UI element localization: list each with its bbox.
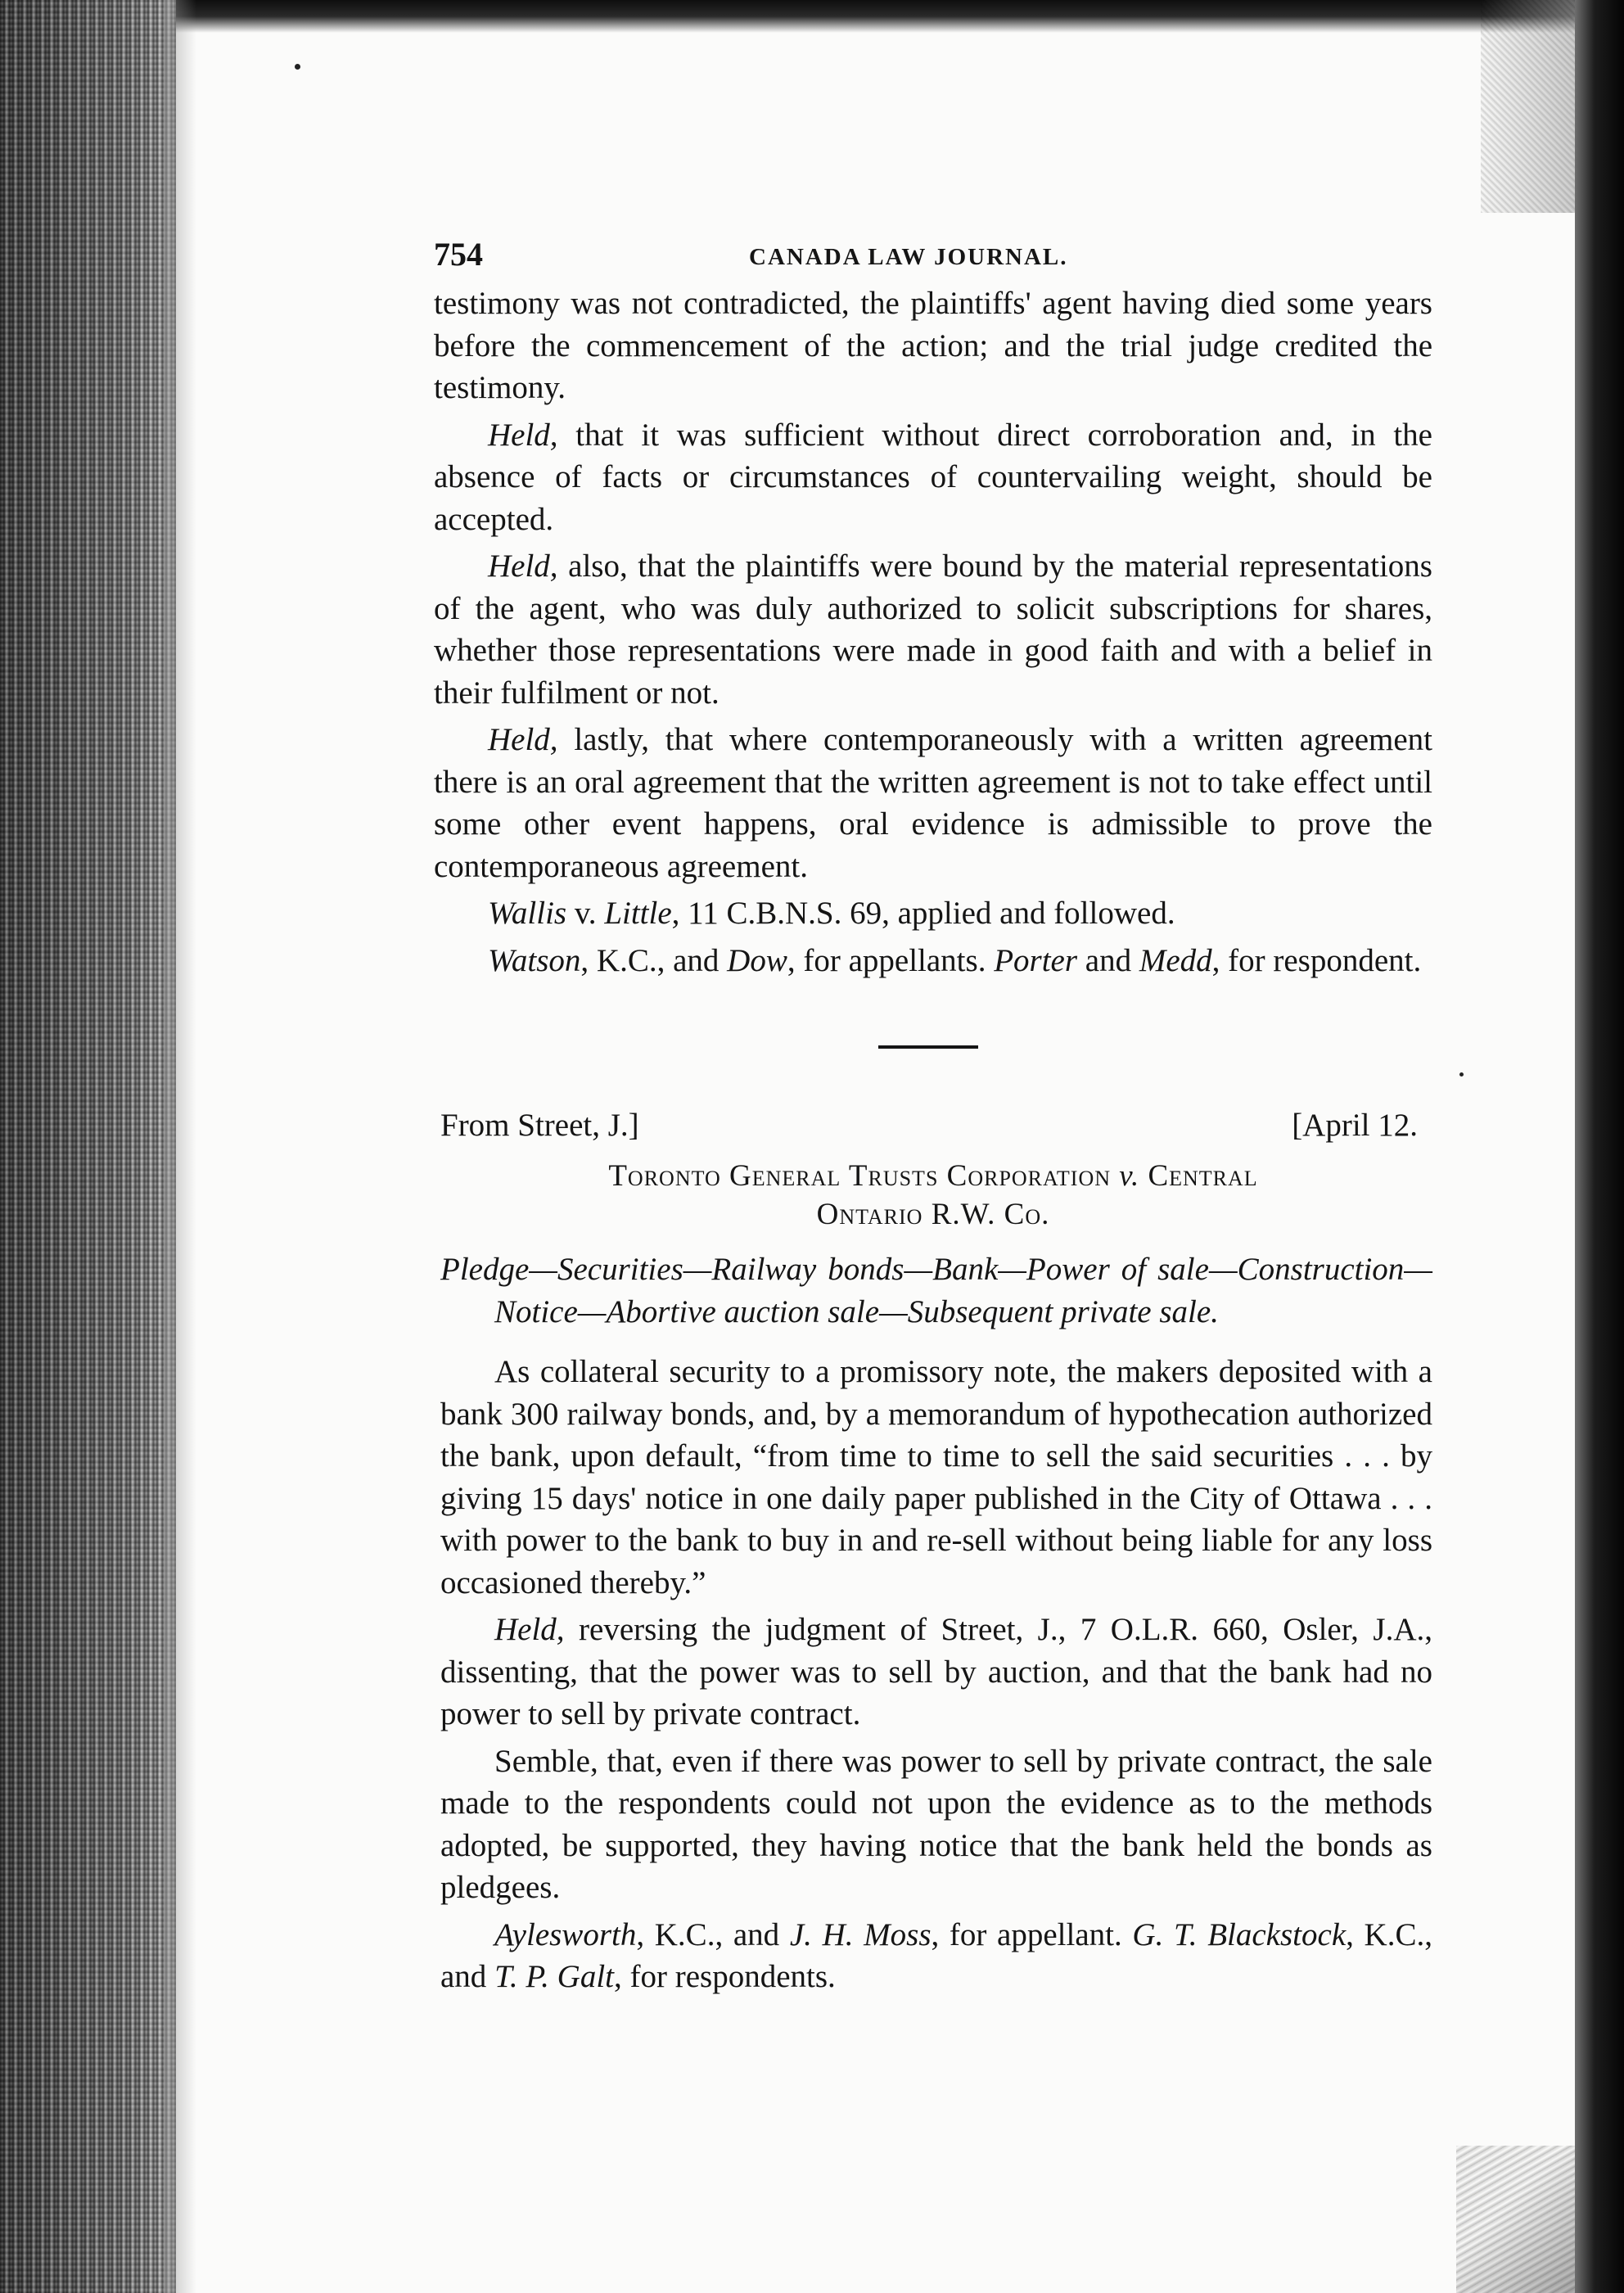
scan-binding-edge (0, 0, 176, 2293)
counsel-name: G. T. Blackstock (1132, 1916, 1347, 1952)
counsel-name: Watson (488, 942, 581, 978)
paragraph-text: , for respondent. (1211, 942, 1422, 978)
scan-top-shadow (0, 0, 1624, 33)
scan-speck (1459, 1072, 1464, 1077)
case-title-text: Central (1139, 1159, 1258, 1193)
court-line (434, 1104, 1432, 1147)
party-name: Little (604, 896, 672, 931)
versus: v. (566, 896, 605, 931)
paragraph-text: , for appellant. (931, 1916, 1133, 1952)
paragraph-text: lastly, that where contemporaneously with a written agreement there is an oral agreement that the written agreement is not to take effect until some other event happens, oral evidence is admissible to prove the contemporaneous agreement. (434, 722, 1432, 884)
counsel-paragraph (440, 1914, 1432, 1998)
counsel-name: J. H. Moss (789, 1916, 932, 1952)
case-title-line: Ontario R.W. Co. (816, 1198, 1050, 1231)
counsel-name: Porter (994, 942, 1078, 978)
running-head (434, 233, 1432, 282)
paragraph (434, 545, 1432, 714)
case-title-line (434, 1157, 1432, 1195)
paragraph-text: and (1077, 942, 1139, 978)
paragraph (440, 1740, 1432, 1909)
paragraph-text: , for appellants. (787, 942, 995, 978)
paragraph-text: As collateral security to a promissory note, the makers deposited with a bank 300 railway bonds, and, by a memorandum of hypothecation authorized the bank, upon default, “from time to time to sell the said securities . . . by giving 15 days' notice in one daily paper published in the City of Ottawa . . . with power to the bank to buy in and re-sell without being liable for any loss occasioned thereby.” (440, 1354, 1432, 1600)
paragraph-text: , for respondents. (614, 1959, 836, 1994)
paragraph-text: , K.C., and (580, 942, 728, 978)
headnote: Pledge—Securities—Railway bonds—Bank—Power of sale—Construction—Notice—Abortive auction sale—Subsequent private sale. (440, 1252, 1432, 1329)
held-label: Held, (488, 417, 558, 453)
page-content (434, 233, 1432, 2003)
from-court: From Street, J.] (440, 1108, 639, 1143)
page-number: 754 (434, 236, 483, 273)
scan-binding-fade (164, 0, 196, 2293)
case-title-text: Toronto General Trusts Corporation (608, 1159, 1120, 1193)
held-label: Held, (494, 1612, 565, 1647)
decision-date: [April 12. (1292, 1108, 1418, 1143)
paragraph-text: Semble, that, even if there was power to sell by private contract, the sale made to the respondents could not upon the evidence as to the methods adopted, be supported, they having notice that the bank held the bonds as pledgees. (440, 1743, 1432, 1905)
counsel-name: T. P. Galt (494, 1959, 614, 1994)
paragraph (440, 1609, 1432, 1736)
paragraph-text: that it was sufficient without direct corroboration and, in the absence of facts or circumstances of countervailing weight, should be accepted. (434, 417, 1432, 537)
citation-paragraph (434, 892, 1432, 935)
paragraph-text: reversing the judgment of Street, J., 7 O.L.R. 660, Osler, J.A., dissenting, that the power was to sell by auction, and that the bank had no power to sell by private contract. (440, 1612, 1432, 1731)
scan-speckle-bottom (1456, 2146, 1579, 2293)
scan-right-edge (1575, 0, 1624, 2293)
paragraph-text: , K.C., and (636, 1916, 790, 1952)
journal-title: CANADA LAW JOURNAL. (749, 244, 1068, 270)
case-body (440, 1351, 1432, 1998)
paragraph (434, 282, 1432, 409)
paragraph (434, 719, 1432, 887)
paragraph-text: testimony was not contradicted, the plaintiffs' agent having died some years before the commencement of the action; and the trial judge credited the testimony. (434, 286, 1432, 405)
counsel-name: Medd (1139, 942, 1212, 978)
paragraph (434, 414, 1432, 541)
counsel-paragraph (434, 940, 1432, 982)
paragraph-text: also, that the plaintiffs were bound by the material representations of the agent, who was duly authorized to solicit subscriptions for shares, whether those representations were made in good faith and with a belief in their fulfilment or not. (434, 548, 1432, 711)
paragraph (440, 1351, 1432, 1604)
scan-speckle-top (1481, 0, 1579, 213)
versus: v. (1119, 1159, 1140, 1193)
party-name: Wallis (488, 896, 567, 931)
section-divider (878, 1045, 978, 1049)
counsel-name: Dow (727, 942, 787, 978)
scan-speck (295, 64, 300, 70)
case-title (434, 1157, 1432, 1234)
held-label: Held, (488, 548, 558, 584)
paragraph-text: , 11 C.B.N.S. 69, applied and followed. (671, 896, 1175, 931)
paragraph-text: , K.C., and (440, 1916, 1432, 1994)
counsel-name: Aylesworth (494, 1916, 637, 1952)
held-label: Held, (488, 722, 558, 757)
